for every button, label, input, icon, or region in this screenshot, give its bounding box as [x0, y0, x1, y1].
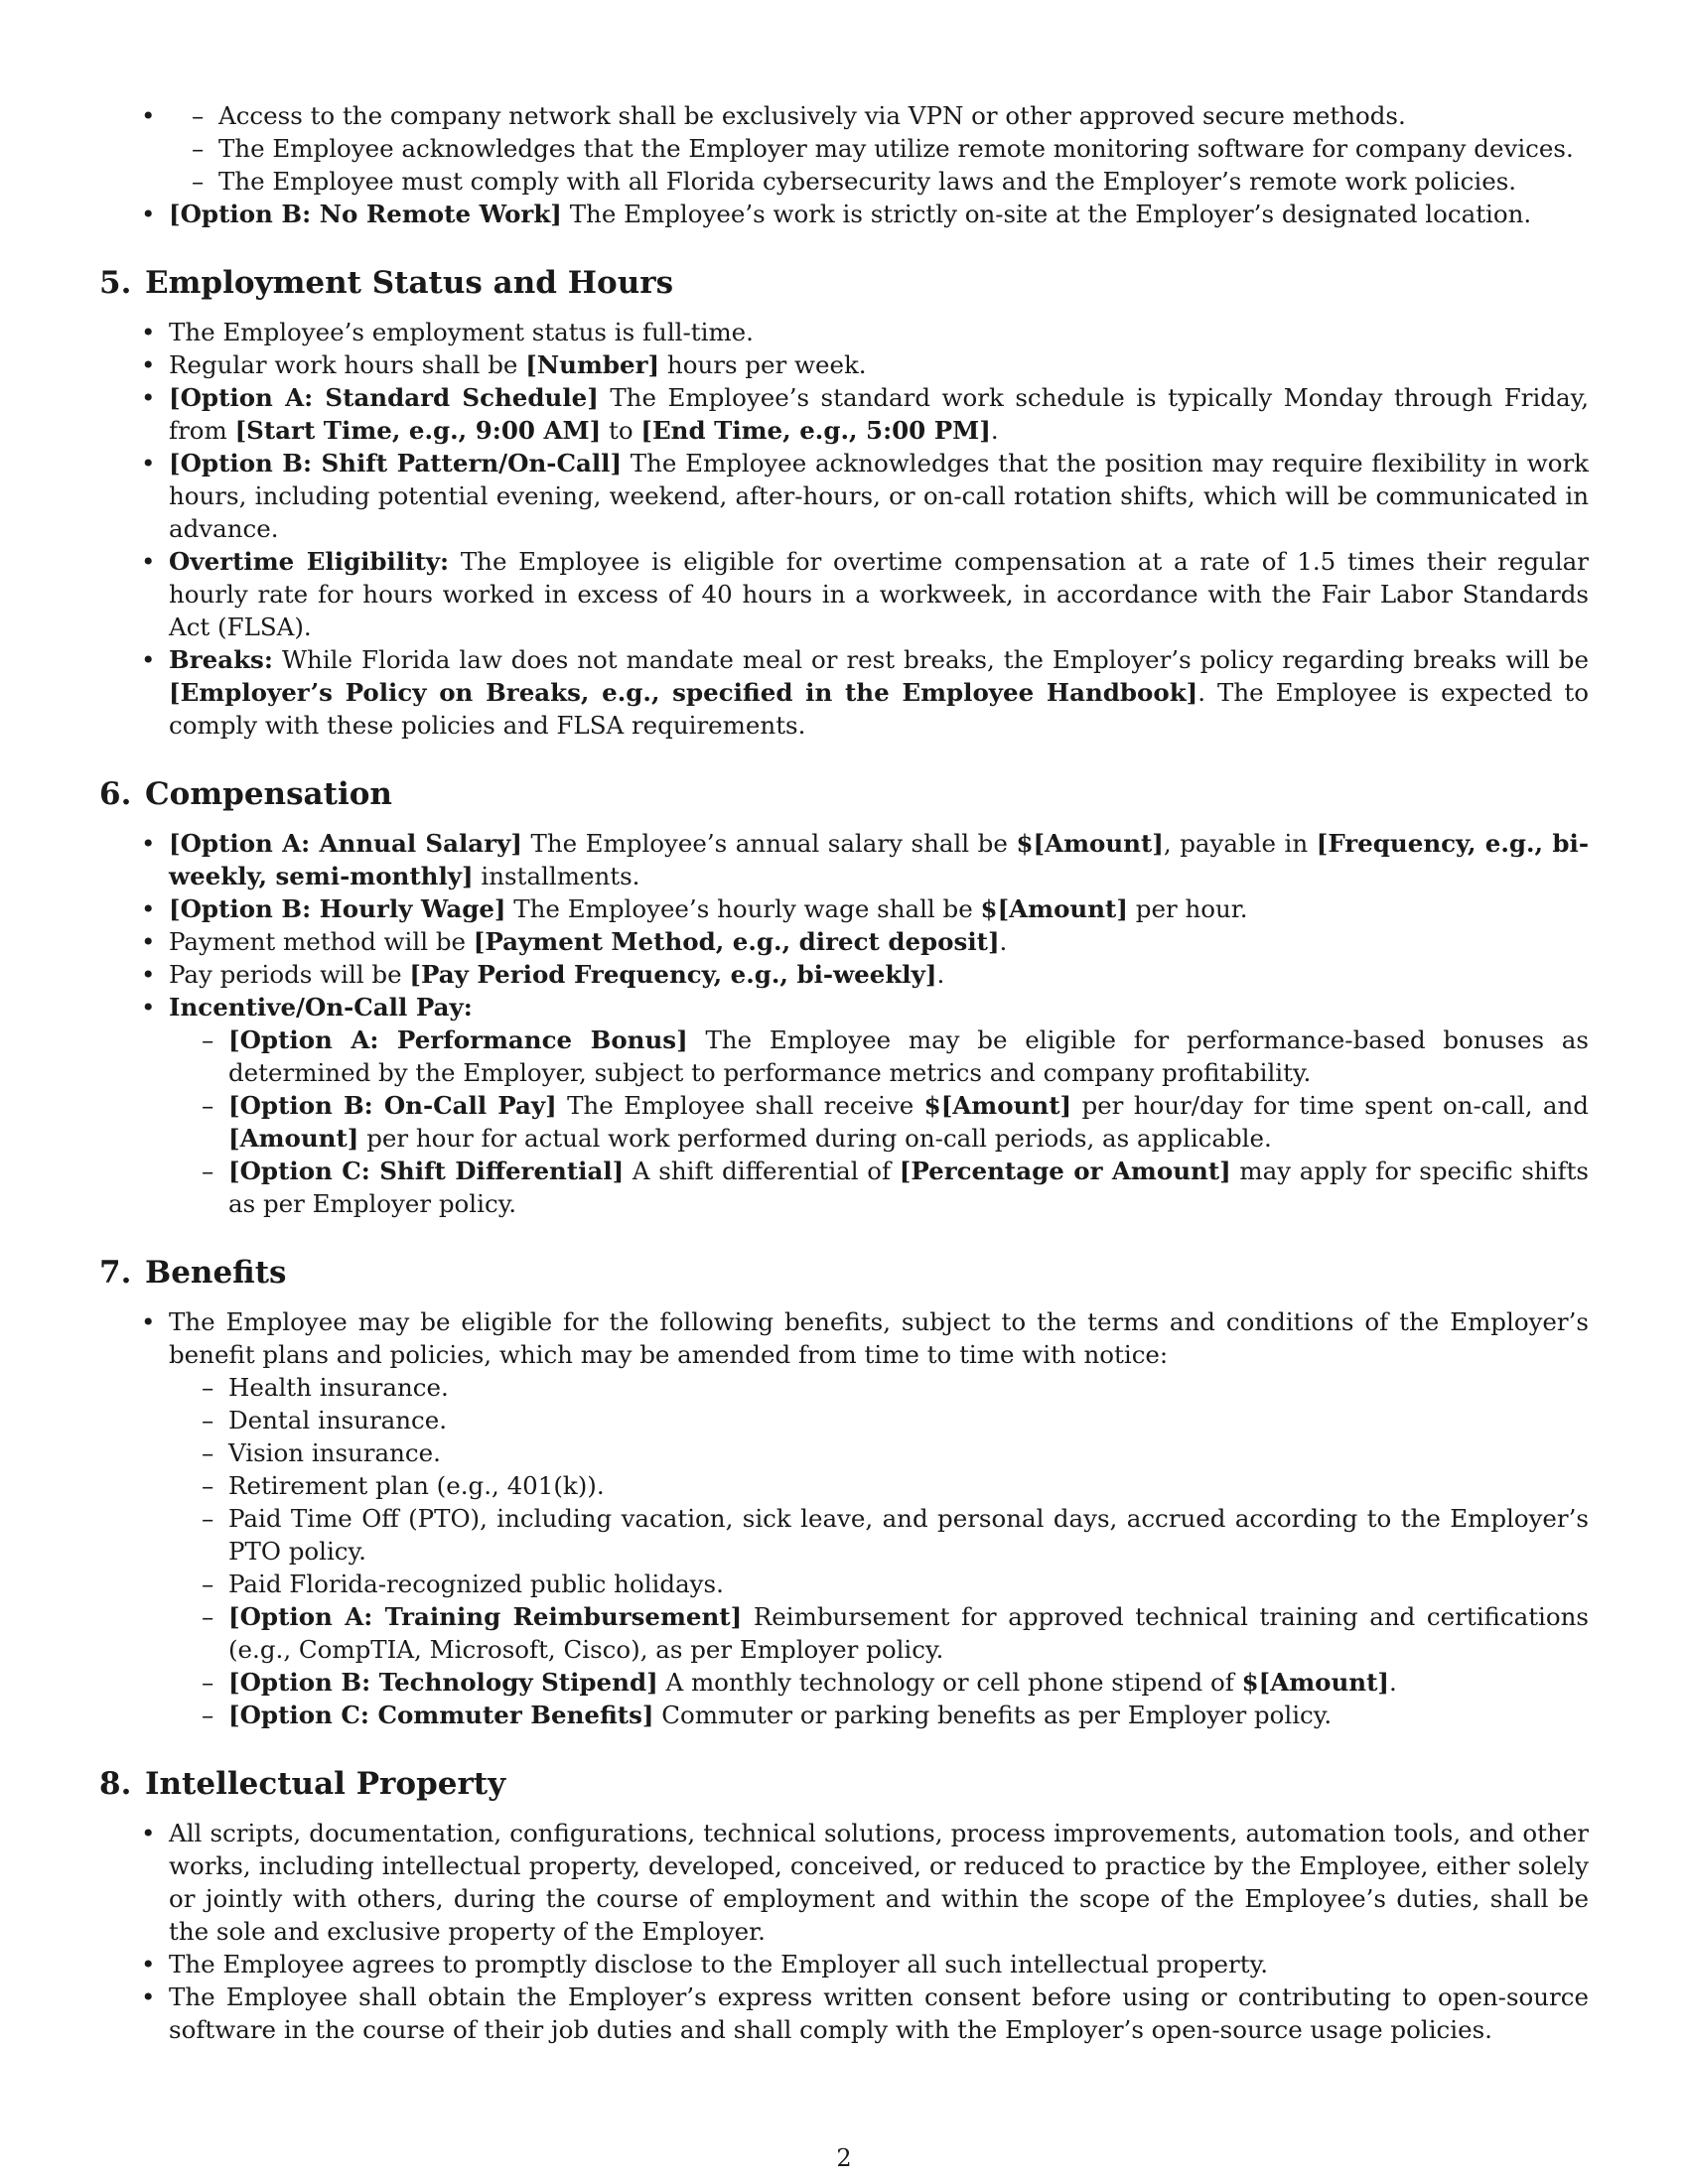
list-item: – Paid Florida-recognized public holidays. [169, 1568, 1589, 1600]
section-heading-8 [99, 1765, 1589, 1803]
section7-list [99, 1305, 1589, 1731]
text: The Employee’s standard work schedule is typically Monday through Friday, from [169, 383, 1589, 445]
text: The Employee’s annual salary shall be [521, 829, 1017, 858]
section6-list [99, 827, 1589, 1220]
text: The Employee may be eligible for the following benefits, subject to the terms and conditions of the Employer’s benefit plans and policies, which may be amended from time to time with notice: [169, 1307, 1589, 1369]
list-item: – The Employee acknowledges that the Employer may utilize remote monitoring software for company devices. [159, 132, 1589, 165]
section4-option-a-continued [99, 99, 1589, 198]
text: may apply for specific shifts as per Employer policy. [228, 1157, 1589, 1218]
option-label: [Option B: Technology Stipend] [228, 1668, 658, 1697]
list-item [99, 643, 1589, 742]
placeholder-field: $[Amount] [1241, 1668, 1390, 1697]
text: . [1389, 1668, 1397, 1697]
option-label: [Option B: On-Call Pay] [228, 1091, 557, 1120]
list-item [99, 892, 1589, 925]
text: to [601, 416, 641, 445]
section-title: Employment Status and Hours [145, 265, 674, 301]
text: While Florida law does not mandate meal or rest breaks, the Employer’s policy regarding breaks will be [272, 645, 1589, 674]
list-item: • The Employee agrees to promptly disclose to the Employer all such intellectual property. [99, 1948, 1589, 1980]
list-item [169, 1600, 1589, 1666]
section4-option-b [99, 198, 1589, 230]
placeholder-field: [Start Time, e.g., 9:00 AM] [234, 416, 602, 445]
text: per hour. [1127, 894, 1248, 923]
placeholder-field: [Pay Period Frequency, e.g., bi-weekly] [409, 960, 937, 989]
page-number: 2 [836, 2144, 852, 2172]
list-item [169, 1666, 1589, 1699]
option-label: [Option A: Training Reimbursement] [228, 1602, 743, 1631]
placeholder-field: [Percentage or Amount] [899, 1157, 1231, 1185]
list-item [169, 1699, 1589, 1731]
text: The Employee shall receive [556, 1091, 924, 1120]
option-label: [Option B: Hourly Wage] [169, 894, 506, 923]
text: . The Employee is expected to comply with these policies and FLSA requirements. [169, 678, 1589, 740]
list-item: – The Employee must comply with all Florida cybersecurity laws and the Employer’s remote work policies. [159, 165, 1589, 198]
text: Regular work hours shall be [169, 350, 526, 379]
placeholder-field: $[Amount] [923, 1091, 1072, 1120]
placeholder-field: [Employer’s Policy on Breaks, e.g., specified in the Employee Handbook] [169, 678, 1198, 707]
list-item: – Health insurance. [169, 1371, 1589, 1404]
list-item: – Vision insurance. [169, 1436, 1589, 1469]
placeholder-field: [Number] [525, 350, 660, 379]
list-item [169, 1089, 1589, 1155]
section8-list [99, 1817, 1589, 2046]
section4-sublist [159, 99, 1589, 198]
item-label: Breaks: [169, 645, 273, 674]
section-heading-7 [99, 1254, 1589, 1292]
placeholder-field: [End Time, e.g., 5:00 PM] [640, 416, 991, 445]
list-item: • All scripts, documentation, configurations, technical solutions, process improvements, automation tools, and other works, including intellectual property, developed, conceived, or reduced to practice by the Employee, either solely or jointly with others, during the course of employment and within the scope of the Employee’s duties, shall be the sole and exclusive property of the Employer. [99, 1817, 1589, 1948]
text: A monthly technology or cell phone stipend of [657, 1668, 1242, 1697]
section-heading-6 [99, 775, 1589, 813]
option-label: [Option C: Shift Differential] [228, 1157, 625, 1185]
list-item [99, 381, 1589, 447]
list-item [99, 925, 1589, 958]
option-label: [Option B: Shift Pattern/On-Call] [169, 449, 623, 478]
text: per hour/day for time spent on-call, and [1071, 1091, 1589, 1120]
benefits-sublist [169, 1371, 1589, 1731]
section-number: 8. [99, 1766, 132, 1802]
text: The Employee is eligible for overtime compensation at a rate of 1.5 times their regular hourly rate for hours worked in excess of 40 hours in a workweek, in accordance with the Fair Labor Standards Act (FLSA). [169, 547, 1589, 641]
list-item [99, 991, 1589, 1220]
section-title: Compensation [145, 776, 392, 812]
option-label: [Option A: Standard Schedule] [169, 383, 599, 412]
placeholder-field: [Payment Method, e.g., direct deposit] [473, 927, 1000, 956]
list-item: – Dental insurance. [169, 1404, 1589, 1436]
list-item: – Retirement plan (e.g., 401(k)). [169, 1469, 1589, 1502]
section-title: Intellectual Property [145, 1766, 506, 1802]
list-item: • The Employee’s employment status is full-time. [99, 316, 1589, 348]
text: . [990, 416, 999, 445]
placeholder-field: $[Amount] [1016, 829, 1164, 858]
section-heading-5 [99, 264, 1589, 302]
list-item [169, 1024, 1589, 1089]
text: The Employee acknowledges that the position may require flexibility in work hours, including potential evening, weekend, after-hours, or on-call rotation shifts, which will be communicated in advance. [169, 449, 1590, 543]
option-label: [Option B: No Remote Work] [169, 200, 562, 228]
section-number: 6. [99, 776, 132, 812]
section-number: 7. [99, 1255, 132, 1291]
list-item [99, 958, 1589, 991]
list-item [99, 827, 1589, 892]
text: installments. [473, 862, 640, 890]
list-item: – • Access to the company network shall be exclusively via VPN or other approved secure methods. [159, 99, 1589, 132]
option-label: [Option A: Performance Bonus] [228, 1025, 688, 1054]
list-item [99, 348, 1589, 381]
placeholder-field: [Frequency, e.g., bi-weekly, semi-monthly] [169, 829, 1589, 890]
list-item [169, 1155, 1589, 1220]
text: per hour for actual work performed during on-call periods, as applicable. [358, 1124, 1272, 1153]
option-text: The Employee’s work is strictly on-site at the Employer’s designated location. [561, 200, 1532, 228]
item-label: Overtime Eligibility: [169, 547, 450, 576]
list-item [99, 1305, 1589, 1731]
list-item: • The Employee shall obtain the Employer’s express written consent before using or contributing to open-source software in the course of their job duties and shall comply with the Employer’s open-source usage policies. [99, 1980, 1589, 2046]
document-page [99, 99, 1589, 2046]
placeholder-field: $[Amount] [980, 894, 1128, 923]
list-item [99, 447, 1589, 545]
text: Payment method will be [169, 927, 474, 956]
section-title: Benefits [145, 1255, 287, 1291]
item-label: Incentive/On-Call Pay: [169, 993, 473, 1022]
text: Reimbursement for approved technical training and certifications (e.g., CompTIA, Microsoft, Cisco), as per Employer policy. [228, 1602, 1589, 1664]
text: The Employee may be eligible for performance-based bonuses as determined by the Employer, subject to performance metrics and company profitability. [228, 1025, 1589, 1087]
section5-list [99, 316, 1589, 742]
text: hours per week. [659, 350, 867, 379]
section-number: 5. [99, 265, 132, 301]
option-label: [Option A: Annual Salary] [169, 829, 522, 858]
text: . [936, 960, 945, 989]
text: . [999, 927, 1008, 956]
text: Commuter or parking benefits as per Employer policy. [653, 1701, 1333, 1729]
text: , payable in [1163, 829, 1317, 858]
text: A shift differential of [624, 1157, 900, 1185]
text: Pay periods will be [169, 960, 410, 989]
list-item: – Paid Time Off (PTO), including vacation, sick leave, and personal days, accrued according to the Employer’s PTO policy. [169, 1502, 1589, 1568]
list-item [99, 545, 1589, 643]
text: The Employee’s hourly wage shall be [505, 894, 981, 923]
placeholder-field: [Amount] [228, 1124, 359, 1153]
option-label: [Option C: Commuter Benefits] [228, 1701, 654, 1729]
incentive-sublist [169, 1024, 1589, 1220]
section4-list [99, 99, 1589, 230]
